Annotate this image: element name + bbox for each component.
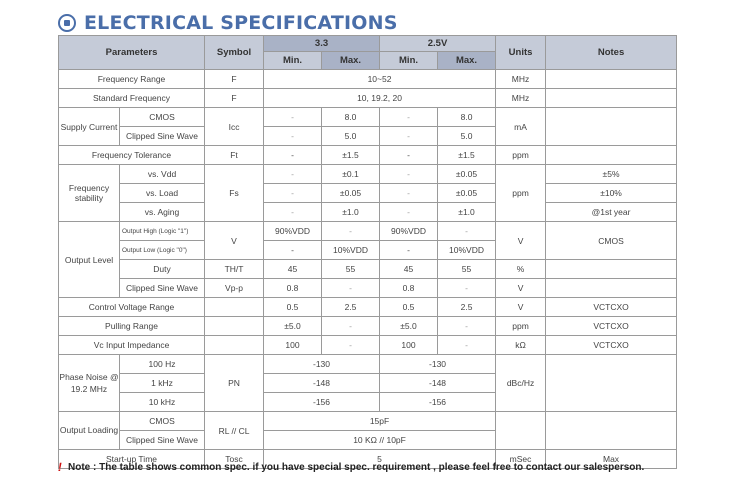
value: -: [264, 108, 322, 127]
symbol: PN: [205, 355, 264, 412]
value: ±0.05: [438, 165, 496, 184]
value: ±1.0: [438, 203, 496, 222]
value: -156: [264, 393, 380, 412]
unit: dBc/Hz: [496, 355, 546, 412]
header-min: Min.: [264, 52, 322, 70]
footnote-text: Note : The table shows common spec. if you have special spec. requirement , please feel free to contact our salesperson.: [68, 461, 645, 473]
sub-label: Clipped Sine Wave: [120, 431, 205, 450]
value: -: [264, 127, 322, 146]
unit: ppm: [496, 317, 546, 336]
header-min: Min.: [380, 52, 438, 70]
sub-label: 1 kHz: [120, 374, 205, 393]
value: -: [264, 184, 322, 203]
sub-label: Clipped Sine Wave: [120, 127, 205, 146]
value: 5.0: [438, 127, 496, 146]
value: 2.5: [438, 298, 496, 317]
header-max: Max.: [438, 52, 496, 70]
value: ±1.0: [322, 203, 380, 222]
symbol: Fs: [205, 165, 264, 222]
symbol: TH/T: [205, 260, 264, 279]
value: ±1.5: [322, 146, 380, 165]
header-parameters: Parameters: [59, 36, 205, 70]
sub-label: vs. Vdd: [120, 165, 205, 184]
spec-table: [58, 35, 677, 469]
value: 8.0: [322, 108, 380, 127]
note: [546, 355, 677, 412]
value: 5.0: [322, 127, 380, 146]
row-label: Start-up Time: [59, 450, 205, 469]
value: -: [322, 317, 380, 336]
value: ±0.1: [322, 165, 380, 184]
sub-label: 10 kHz: [120, 393, 205, 412]
symbol: Ft: [205, 146, 264, 165]
value: -: [322, 279, 380, 298]
value: -130: [264, 355, 380, 374]
value: -: [264, 146, 322, 165]
note: [546, 108, 677, 146]
symbol: [205, 317, 264, 336]
note: ±5%: [546, 165, 677, 184]
value: 0.8: [380, 279, 438, 298]
target-icon: [58, 14, 76, 32]
note: [546, 260, 677, 279]
note: [546, 146, 677, 165]
unit: mSec: [496, 450, 546, 469]
sub-label: Clipped Sine Wave: [120, 279, 205, 298]
header-notes: Notes: [546, 36, 677, 70]
symbol: F: [205, 70, 264, 89]
value: -: [380, 127, 438, 146]
sub-label: 100 Hz: [120, 355, 205, 374]
header-symbol: Symbol: [205, 36, 264, 70]
symbol: Icc: [205, 108, 264, 146]
value: 100: [380, 336, 438, 355]
sub-label: vs. Aging: [120, 203, 205, 222]
value: 90%VDD: [380, 222, 438, 241]
value: 0.5: [380, 298, 438, 317]
note: [546, 89, 677, 108]
value: 10, 19.2, 20: [264, 89, 496, 108]
value: ±0.05: [438, 184, 496, 203]
header-units: Units: [496, 36, 546, 70]
value: ±0.05: [322, 184, 380, 203]
note: Max: [546, 450, 677, 469]
group-label: Frequency stability: [59, 165, 120, 222]
note: [546, 279, 677, 298]
group-label: Supply Current: [59, 108, 120, 146]
row-label: Frequency Range: [59, 70, 205, 89]
value: -156: [380, 393, 496, 412]
sub-label: Duty: [120, 260, 205, 279]
header-max: Max.: [322, 52, 380, 70]
value: -148: [264, 374, 380, 393]
value: 90%VDD: [264, 222, 322, 241]
value: ±1.5: [438, 146, 496, 165]
group-label: Output Level: [59, 222, 120, 298]
unit: V: [496, 222, 546, 260]
value: -: [322, 336, 380, 355]
sub-label: CMOS: [120, 108, 205, 127]
unit: [496, 412, 546, 450]
value: -: [264, 165, 322, 184]
sub-label: Output High (Logic "1"): [120, 222, 205, 241]
row-label: Frequency Tolerance: [59, 146, 205, 165]
unit: mA: [496, 108, 546, 146]
value: -: [438, 279, 496, 298]
value: 45: [380, 260, 438, 279]
value: 8.0: [438, 108, 496, 127]
symbol: RL // CL: [205, 412, 264, 450]
value: 2.5: [322, 298, 380, 317]
value: -: [380, 241, 438, 260]
group-label: Phase Noise @ 19.2 MHz: [59, 355, 120, 412]
note: VCTCXO: [546, 298, 677, 317]
value: -: [438, 222, 496, 241]
value: ±5.0: [264, 317, 322, 336]
value: -: [438, 317, 496, 336]
unit: %: [496, 260, 546, 279]
value: 10 KΩ // 10pF: [264, 431, 496, 450]
header-3v3: 3.3: [264, 36, 380, 52]
footnote: [58, 460, 644, 474]
value: 0.8: [264, 279, 322, 298]
value: ±5.0: [380, 317, 438, 336]
sub-label: vs. Load: [120, 184, 205, 203]
note: CMOS: [546, 222, 677, 260]
value: -: [438, 336, 496, 355]
note: VCTCXO: [546, 336, 677, 355]
row-label: Vc Input Impedance: [59, 336, 205, 355]
value: -: [380, 146, 438, 165]
group-label: Output Loading: [59, 412, 120, 450]
row-label: Control Voltage Range: [59, 298, 205, 317]
warning-icon: !: [56, 460, 64, 474]
value: -148: [380, 374, 496, 393]
symbol: Vp-p: [205, 279, 264, 298]
value: -: [264, 241, 322, 260]
value: 45: [264, 260, 322, 279]
symbol: Tosc: [205, 450, 264, 469]
value: 55: [438, 260, 496, 279]
symbol: V: [205, 222, 264, 260]
unit: V: [496, 298, 546, 317]
note: [546, 70, 677, 89]
value: -: [380, 165, 438, 184]
unit: V: [496, 279, 546, 298]
unit: kΩ: [496, 336, 546, 355]
row-label: Pulling Range: [59, 317, 205, 336]
note: @1st year: [546, 203, 677, 222]
value: 10%VDD: [322, 241, 380, 260]
header-2v5: 2.5V: [380, 36, 496, 52]
value: 0.5: [264, 298, 322, 317]
value: 10~52: [264, 70, 496, 89]
note: ±10%: [546, 184, 677, 203]
unit: ppm: [496, 146, 546, 165]
value: -: [380, 108, 438, 127]
value: -: [380, 203, 438, 222]
note: [546, 412, 677, 450]
value: -: [322, 222, 380, 241]
unit: ppm: [496, 165, 546, 222]
sub-label: CMOS: [120, 412, 205, 431]
note: VCTCXO: [546, 317, 677, 336]
section-title: [58, 10, 398, 36]
symbol: [205, 336, 264, 355]
unit: MHz: [496, 89, 546, 108]
value: 100: [264, 336, 322, 355]
value: 5: [264, 450, 496, 469]
value: 15pF: [264, 412, 496, 431]
symbol: F: [205, 89, 264, 108]
value: 55: [322, 260, 380, 279]
value: -: [380, 184, 438, 203]
value: -: [264, 203, 322, 222]
symbol: [205, 298, 264, 317]
title-text: ELECTRICAL SPECIFICATIONS: [84, 12, 398, 34]
sub-label: Output Low (Logic "0"): [120, 241, 205, 260]
value: 10%VDD: [438, 241, 496, 260]
unit: MHz: [496, 70, 546, 89]
row-label: Standard Frequency: [59, 89, 205, 108]
value: -130: [380, 355, 496, 374]
